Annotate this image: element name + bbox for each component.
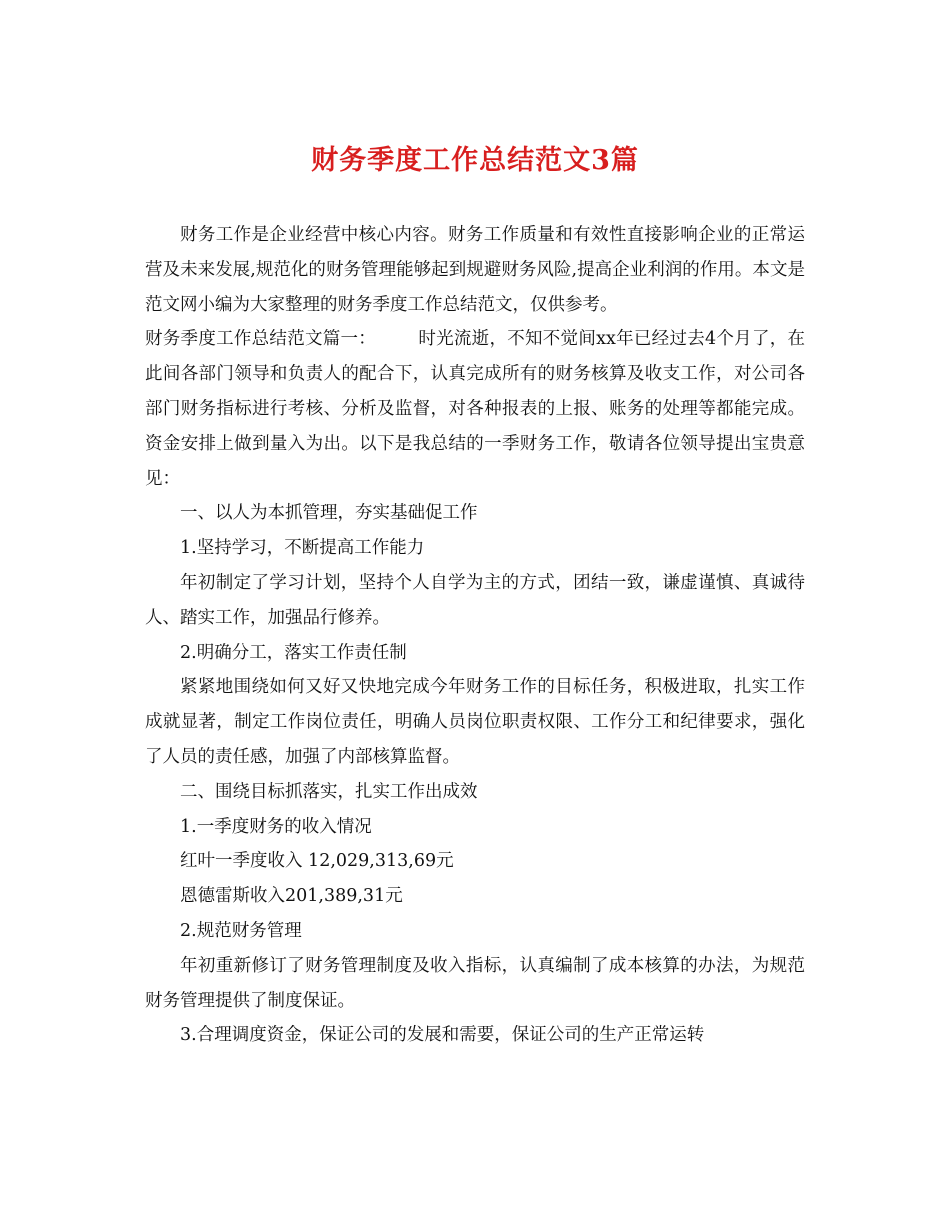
subheading-1-2: 2.明确分工，落实工作责任制: [180, 642, 407, 663]
document-title: 财务季度工作总结范文3篇: [311, 145, 639, 176]
subheading-2-3: 3.合理调度资金，保证公司的发展和需要，保证公司的生产正常运转: [180, 1025, 705, 1046]
section-heading-1: 一、以人为本抓管理，夯实基础促工作: [180, 503, 478, 524]
document-body: [145, 218, 805, 1053]
subheading-2-1: 1.一季度财务的收入情况: [180, 816, 372, 837]
paragraph-2-2: 年初重新修订了财务管理制度及收入指标，认真编制了成本核算的办法，为规范财务管理提供了制度保证。: [145, 955, 805, 1011]
article-opening-text: 时光流逝，不知不觉间xx年已经过去4个月了，在此间各部门领导和负责人的配合下，认真完成所有的财务核算及收支工作，对公司各部门财务指标进行考核、分析及监督，对各种报表的上报、账务的处理等都能完成。资金安排上做到量入为出。以下是我总结的一季财务工作，敬请各位领导提出宝贵意见：: [145, 329, 805, 489]
article-label: 财务季度工作总结范文篇一：: [145, 329, 377, 350]
paragraph-1-2: 紧紧地围绕如何又好又快地完成今年财务工作的目标任务，积极进取，扎实工作成就显著，制定工作岗位责任，明确人员岗位职责权限、工作分工和纪律要求，强化了人员的责任感，加强了内部核算监督。: [145, 677, 805, 767]
article-opening-paragraph: [145, 322, 805, 496]
subheading-2-2: 2.规范财务管理: [180, 920, 302, 941]
paragraph-1-1: 年初制定了学习计划，坚持个人自学为主的方式，团结一致，谦虚谨慎、真诚待人、踏实工作，加强品行修养。: [145, 572, 805, 628]
income-line-1: 红叶一季度收入 12,029,313,69元: [180, 851, 454, 872]
income-line-2: 恩德雷斯收入201,389,31元: [180, 886, 403, 907]
intro-paragraph: 财务工作是企业经营中核心内容。财务工作质量和有效性直接影响企业的正常运营及未来发展,规范化的财务管理能够起到规避财务风险,提高企业利润的作用。本文是范文网小编为大家整理的财务季度工作总结范文，仅供参考。: [145, 225, 805, 315]
section-heading-2: 二、围绕目标抓落实，扎实工作出成效: [180, 781, 478, 802]
subheading-1-1: 1.坚持学习，不断提高工作能力: [180, 538, 425, 559]
